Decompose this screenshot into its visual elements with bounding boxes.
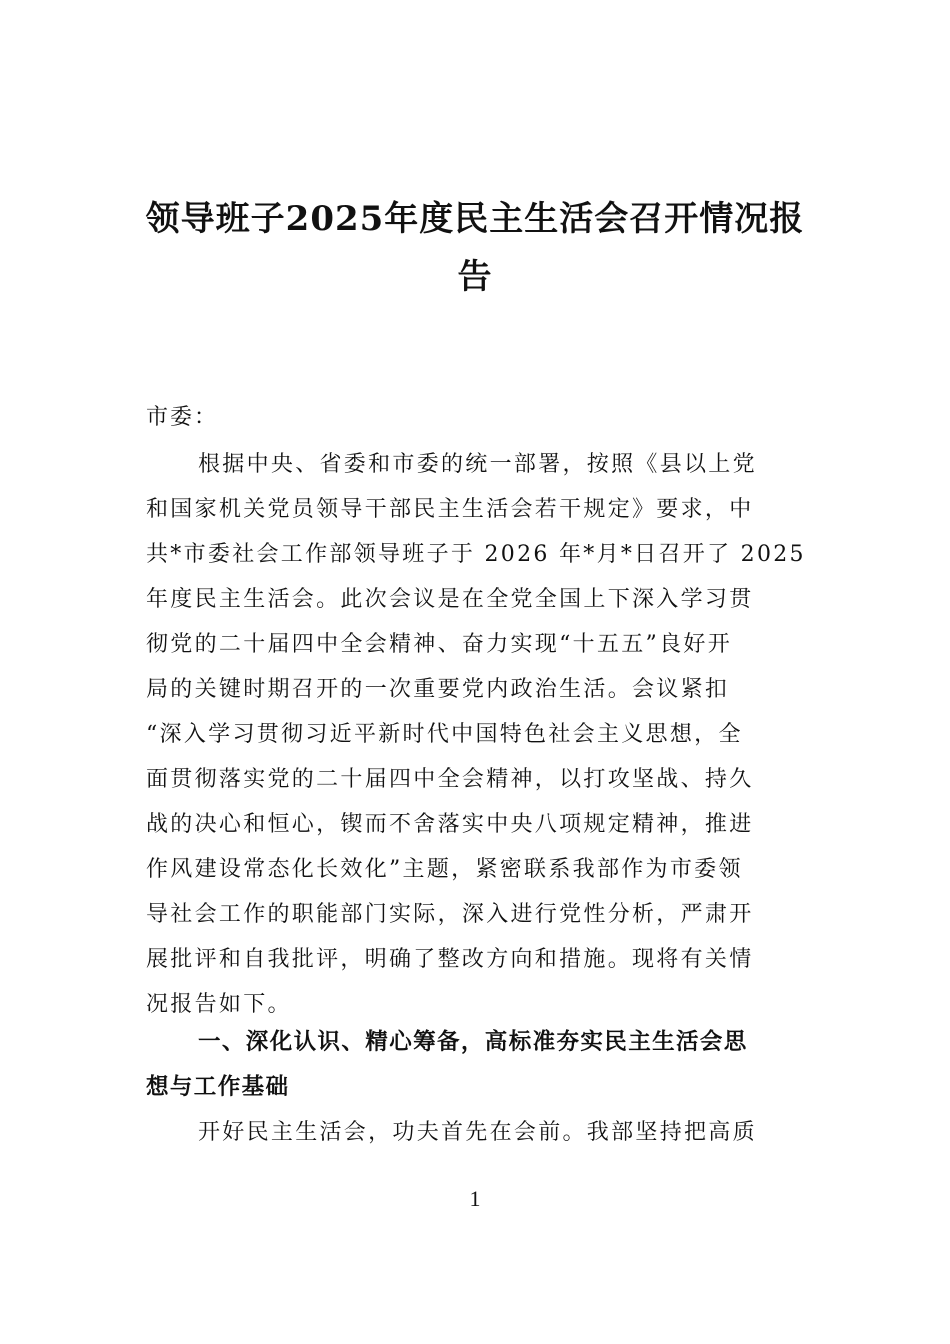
- heading-line: 一、深化认识、精心筹备，高标准夯实民主生活会思: [198, 1029, 748, 1055]
- paragraph-line: 战的决心和恒心，锲而不舍落实中央八项规定精神，推进: [146, 812, 754, 837]
- paragraph-line: 彻党的二十届四中全会精神、奋力实现“十五五”良好开: [146, 632, 732, 657]
- salutation: 市委：: [146, 405, 219, 430]
- paragraph-line: 导社会工作的职能部门实际，深入进行党性分析，严肃开: [146, 902, 754, 927]
- paragraph-line: 作风建设常态化长效化”主题，紧密联系我部作为市委领: [146, 857, 743, 882]
- paragraph-line: 根据中央、省委和市委的统一部署，按照《县以上党: [198, 452, 757, 477]
- paragraph-line: 局的关键时期召开的一次重要党内政治生活。会议紧扣: [146, 677, 730, 702]
- paragraph-intro: [146, 442, 806, 1027]
- paragraph-line: 面贯彻落实党的二十届四中全会精神，以打攻坚战、持久: [146, 767, 754, 792]
- paragraph-line: 共*市委社会工作部领导班子于 2026 年*月*日召开了 2025: [146, 542, 806, 567]
- heading-line: 想与工作基础: [146, 1074, 290, 1100]
- document-title: [120, 190, 830, 306]
- paragraph-line: 况报告如下。: [146, 992, 292, 1017]
- title-line: 领导班子2025年度民主生活会召开情况报: [145, 199, 805, 239]
- section-heading-1: [146, 1020, 806, 1110]
- paragraph-line: 开好民主生活会，功夫首先在会前。我部坚持把高质: [198, 1120, 757, 1145]
- paragraph-section-1: [146, 1110, 806, 1155]
- paragraph-line: 和国家机关党员领导干部民主生活会若干规定》要求，中: [146, 497, 754, 522]
- paragraph-line: 年度民主生活会。此次会议是在全党全国上下深入学习贯: [146, 587, 754, 612]
- paragraph-line: 展批评和自我批评，明确了整改方向和措施。现将有关情: [146, 947, 754, 972]
- page-number: 1: [469, 1186, 481, 1211]
- paragraph-line: “深入学习贯彻习近平新时代中国特色社会主义思想，全: [146, 722, 743, 747]
- title-line: 告: [457, 257, 493, 297]
